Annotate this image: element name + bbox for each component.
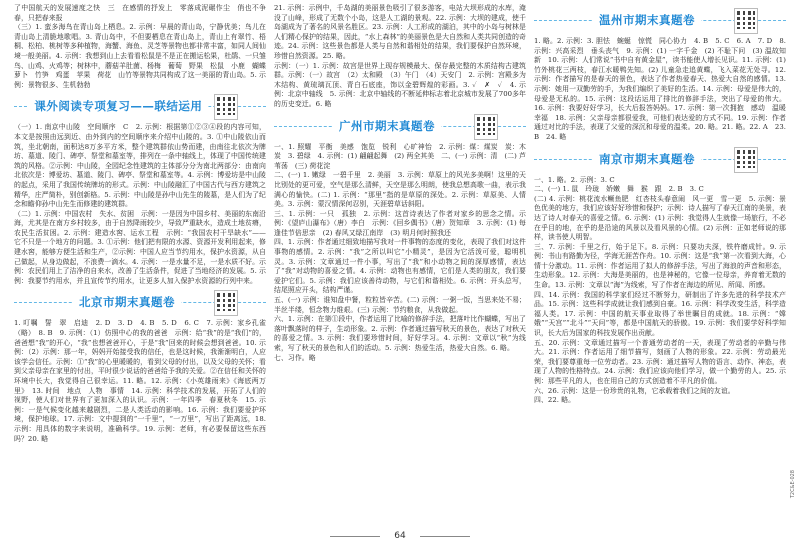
paragraph: 了中国航天的发展速度之快 三 在感情的抒发上 零落成泥碾作尘 俏也不争春，只把春来报 xyxy=(14,4,266,22)
qr-code-icon xyxy=(214,94,238,120)
section-title: 南京市期末真题卷 xyxy=(593,150,701,168)
page-number-rule-right xyxy=(420,536,470,537)
paragraph: 六、1. 示例：在第①段中，作者运用了比喻的修辞手法，把落叶比作蝴蝶，写出了落叶飘落时的样子，生动形象。2. 示例：作者通过描写秋天的景色，表达了对秋天的喜爱之情。3. 示例：我们要珍惜时间，好好学习。4. 示例：文章以“秋”为线索，写了秋天的景色和人们的活动。5. 示例：热爱生活，热爱大自然。6. 略。 xyxy=(274,315,526,352)
section-title: 课外阅读专项复习——联结运用 xyxy=(28,97,208,115)
paragraph: 21. 示例：示例中，千岛湖的美丽景色吸引了很多游客，电站大坝形成的水库，淹没了山峰，形成了无数个小岛，这是人工湖的景观。22. 示例：大坝的建成，使千岛湖成为了著名的风景名胜区。23. 示例：人工形成的湖泊，其中的小岛与树林是人们精心保护的结果，因此，“水上森林”的美丽景色是大自然和人类共同创造的奇迹。24. 示例：这些景色都是人类与自然和谐相处的结果，我们要保护自然环境，珍惜自然资源。25. 略。 xyxy=(274,4,526,60)
paragraph: （三）1. 蛮多海鸟在青山岛上栖息。2. 示例：早晨的青山岛，宁静优美；鸟儿在青山岛上清脆地歌唱。3. 青山岛中，不但要栖息在青山岛上，青山上有翠竹、梧桐、松柏、桃树等多种植物，海蟹、海鱼、灵芝等景物也都非常丰富，如同人间仙境一般美丽。4. 示例：我想到山上去看看松鼠是不是正在搬运松果，杜鹃、一只雏鸟、山鸡、火鸡等；树林中，蘑菇羊肚菌、杨梅 葡萄 野果 松鼠 小鹿 蝴蝶 萝卜 竹笋 鸡蛋 苹果 荷花 山竹等景物共同构成了这一美丽的青山岛。5. 示例：景物很多、生机勃勃 xyxy=(14,23,273,89)
paragraph: 五、(一) 示例：谁知盘中餐，粒粒皆辛苦。(二) 示例：一粥一饭，当思来处不易；半丝半缕，恒念物力维艰。(三) 示例：节约粮食，从我做起。 xyxy=(274,296,526,314)
qr-code-icon xyxy=(734,8,758,34)
qr-code-icon xyxy=(734,147,758,173)
column-middle xyxy=(274,4,526,523)
paragraph: 四、1. 示例：作者通过细致地描写我对一件事物的态度的变化，表现了我们对这件事物的感情。2. 示例：“我”之所以叫它“小精灵”，是因为它活泼可爱，聪明机灵。3. 示例：文章通过一件小事，写出了“我”和小动物之间的深厚感情，表达了“我”对动物的喜爱之情。4. 示例：动物也有感情，它们是人类的朋友，我们要爱护它们。5. 示例：我们应该善待动物，与它们和谐相处。6. 示例：开头总写，结尾照应开头，结构严谨。 xyxy=(274,238,526,295)
paragraph: 七、习作。略 xyxy=(274,353,316,362)
column-left xyxy=(14,4,273,523)
section-title: 广州市期末真题卷 xyxy=(333,117,441,135)
section-header-nanjing xyxy=(534,147,786,173)
paragraph: 1. 略。2. 示例：3. 胆怯 蜿蜒 惊慌 同心协力 4. B 5. C 6. A 7. D 8. 示例：兴高采烈 垂头丧气 9. 示例：(1) 一字千金 (2) 不耻下问 (3) 温故知新 10. 示例：人们常说“书中自有黄金屋”，读书能使人增长见识。11. 示例：(1) 竹外桃花三两枝，春江水暖鸭先知。(2) 儿童急走追黄蝶，飞入菜花无处寻。12. 示例：作者描写的是春天的景色，表达了作者热爱春天、热爱大自然的感情。13. 示例：她用一双勤劳的手，为我们编织了美好的生活。14. 示例：母爱是伟大的，母爱是无私的。15. 示例：这段话运用了排比的修辞手法，突出了母爱的伟大。16. 示例：我要好好学习，长大后报答妈妈。17. 示例：第一次拥抱 感动 温暖 幸福 18. 示例：父亲母亲都很爱我，可他们表达爱的方式不同。19. 示例：作者通过对比的手法，表现了父爱的深沉和母爱的温柔。20. 略。21. 略。22. A 23. B 24. 略 xyxy=(534,37,793,141)
paragraph: 五、20. 示例：文章通过描写一个普通劳动者的一天，表现了劳动者的辛勤与伟大。21. 示例：作者运用了细节描写，刻画了人物的形象。22. 示例：劳动最光荣，我们要尊重每一位劳动者。23. 示例：通过描写人物的语言、动作、神态，表现了人物的性格特点。24. 示例：我们应该向他们学习，做一个勤劳的人。25. 示例：那些平凡的人，也在用自己的方式创造着不平凡的价值。 xyxy=(534,338,786,385)
paragraph: 三、1. 示例：一只 孤独 2. 示例：这首诗表达了作者对家乡的思念之情。示例：《望庐山瀑布》（唐）李白 示例：《回乡偶书》（唐）贺知章 3. 示例：(1) 每逢佳节倍思亲 (2) 春风又绿江南岸 (3) 明月何时照我还 xyxy=(274,209,526,237)
paragraph: 四、22. 略。 xyxy=(534,396,576,405)
paragraph: 四、14. 示例：我国的科学家们经过不断努力，研制出了许多先进的科学技术产品。15. 示例：这些科学成就让我们感到自豪。16. 示例：科学改变生活，科学造福人类。17. 示例：中国的航天事业取得了举世瞩目的成就。18. 示例：“嫦娥”“天宫”“北斗”“天问”等，都是中国航天的骄傲。19. 示例：我们要学好科学知识，长大后为国家的科技发展作出贡献。 xyxy=(534,290,786,338)
paragraph: 三、7. 示例：千里之行，始于足下。8. 示例：只要功夫深，铁杵磨成针。9. 示例：书山有路勤为径，学海无涯苦作舟。10. 示例：这是“我”第一次看到大海，心情十分激动。11. 示例：作者运用了拟人的修辞手法，写出了海浪的声音和形态，生动形象。12. 示例：大海是美丽的，也是神秘的，它像一位母亲，养育着无数的生命。13. 示例：文章以“海”为线索，写了作者在海边的所见、所闻、所感。 xyxy=(534,242,786,290)
paragraph: 二、(一) 1. 鼠 玲珑 娇嫩 舞 猴 跟 2. B 3. C xyxy=(534,185,704,194)
paragraph: 一、1. 照耀 平衡 美感 饱览 锐利 心旷神怡 2. 示例：煤：煤炭 炭：木炭 3. 碧绿 4. 示例：(1) 翩翩起舞 (2) 两全其美 二、(一) 示例：清 (二) 芦苇荡 (三) 荷花淀 xyxy=(274,142,526,170)
paragraph: 二、(一) 1. 嫩绿 一碧千里 2. 美丽 3. 示例：草原上的风光多美啊！这里的天比别处的更可爱，空气是那么清鲜，天空是那么明朗，使我总想高歌一曲，表示我满心的愉快。(二) 1. 示例：“那里”指的是草原的深处。2. 示例：草原美、人情美。3. 示例：蒙汉情深何忍别，天涯碧草话斜阳。 xyxy=(274,171,526,209)
page-number-text: 64 xyxy=(394,531,406,541)
section-header-beijing xyxy=(14,290,266,316)
section-header-wenzhou xyxy=(534,8,786,34)
paragraph: (二) 4. 示例：桃花流水鳜鱼肥 红杏枝头春意闹 风一更 雪一更 5. 示例：景色优美的地方，我们应该好好珍惜和保护；示例：诗人描写了春天江南的美景，表达了诗人对春天的喜爱之情。6. 示例：(1) 示例：我觉得人生就像一场旅行，不必在乎目的地，在乎的是沿途的风景以及看风景的心情。(2) 示例：正如老师说的那样，读书使人明智。 xyxy=(534,194,786,242)
qr-code-icon xyxy=(474,114,498,140)
qr-code-icon xyxy=(214,290,238,316)
paragraph: 一、1. 略。2. 示例：3. C xyxy=(534,175,615,184)
section-title: 北京市期末真题卷 xyxy=(73,293,181,311)
section-header-guangzhou xyxy=(274,114,526,140)
paragraph: （一）1. 南京中山陵 空间顺序 C 2. 示例：根据第①②③④段的内容可知，本文是按照由远到近、由外到内的空间顺序来介绍中山陵的。3. ①中山陵依山而筑，坐北朝南，面积达8万多平方米，整个建筑群依山势而建，由南往北依次为牌坊、墓道、陵门、碑亭、祭堂和墓室等，排列在一条中轴线上，体现了中国传统建筑的风格。②示例：中山陵，全园纪念性建筑的主体部分分为南北两部分：由南向北依次是：博爱坊、墓道、陵门、碑亭、祭堂和墓室等。4. 示例：博爱坊是中山陵的起点，采用了我国传统牌坊的形式。示例：中山陵融汇了中国古代与西方建筑之精华，庄严简朴，别创新格。5. 示例：中山陵是孙中山先生的陵墓，是人们为了纪念和瞻仰孙中山先生而修建的建筑群。 xyxy=(14,123,266,209)
paragraph: （二）1. 示例：中国农村 失水、贫困 示例：一是因为中国乡村、美丽的东南沿海，尤其是在南方乡村较多，由于自然降雨较少，导致严重缺水，造成土地贫瘠，农民生活贫困。2. 示例：建造水窖、运水工程 示例：“我国农村干旱缺水”——它不只是一个地方的问题。3. ①示例：他们把有限的水源、资源开发利用起来，修建水窖，能够方便生活和生产，②示例：中国人应当节约用水，保护水资源，从自己做起，从身边做起，不浪费一滴水。4. 示例：一是水量不足，一是水质不好。示例：农民们用上了洁净的自来水，改善了生活条件，促进了当地经济的发展。5. 示例：我要节约用水，并且宣传节约用水，让更多人加入保护水资源的行列中来。 xyxy=(14,209,266,285)
paragraph: 示例：（一）1. 示例：故宫是世界上现存规模最大、保存最完整的木质结构古建筑群。示例：（一）故宫 （2）太和殿 （3）午门 （4）天安门 2. 示例：宫殿多为木结构、黄琉璃瓦顶、青白石底座，饰以金碧辉煌的彩画。3. ✓ ✗ ✓ 4. 示例：北京中轴线 5. 示例：北京中轴线的不断延伸标志着北京城市发展了700多年的历史变迁。6. 略 xyxy=(274,61,526,108)
page-number xyxy=(0,531,800,541)
section-title: 温州市期末真题卷 xyxy=(593,11,701,29)
paragraph: 1. 叮嘱 誓 翠 启迪 2. D 3. D 4. B 5. D 6. C 7. 示例：家乡孔雀（略） 8. B 9. 示例：（1）仿照中心的我的爸爸 示例：给“我”的是“我们”的，爸爸想“我”的开心，“我”也想爸爸开心，于是“我”回来的时候会想到爸爸。10. 示例：（2）示例：那一年，妈妈开始接受我的信任，也是这时候，我渐渐明白，人应该学会信任。示例：①“我”的心里暖暖的，看到父母的付出，以及父母的关怀；看到父亲母亲在家里的付出，平时很少说话的爸爸给予我的关爱。②在信任和关怀的环境中长大，我觉得自己很幸运。11. 略。12. 示例：《小英雄雨来》《海底两万里》 13. 时间 地点 人物 事情 14. 示例：科学技术的发展，开拓了人们的视野，使人们对世界有了更加深入的认识。示例：一年四季 春夏秋冬 15. 示例：一是气候变化越来越剧烈，二是人类活动的影响。16. 示例：我们要爱护环境，保护地球。17. 示例：文中提到的“一千里”，“一万里”，写出了距离远，18. 示例：用具体的数字来说明，准确科学。19. 示例：老师，有必要保留这些东西吗？20. 略 xyxy=(14,319,266,443)
paragraph: 六、26. 示例：这是一份珍贵的礼物，它承载着我们之间的友谊。 xyxy=(534,386,735,395)
section-header-reading-review xyxy=(14,94,266,120)
page-number-rule-left xyxy=(330,536,380,537)
side-code: T2C&E-028 xyxy=(790,470,796,499)
